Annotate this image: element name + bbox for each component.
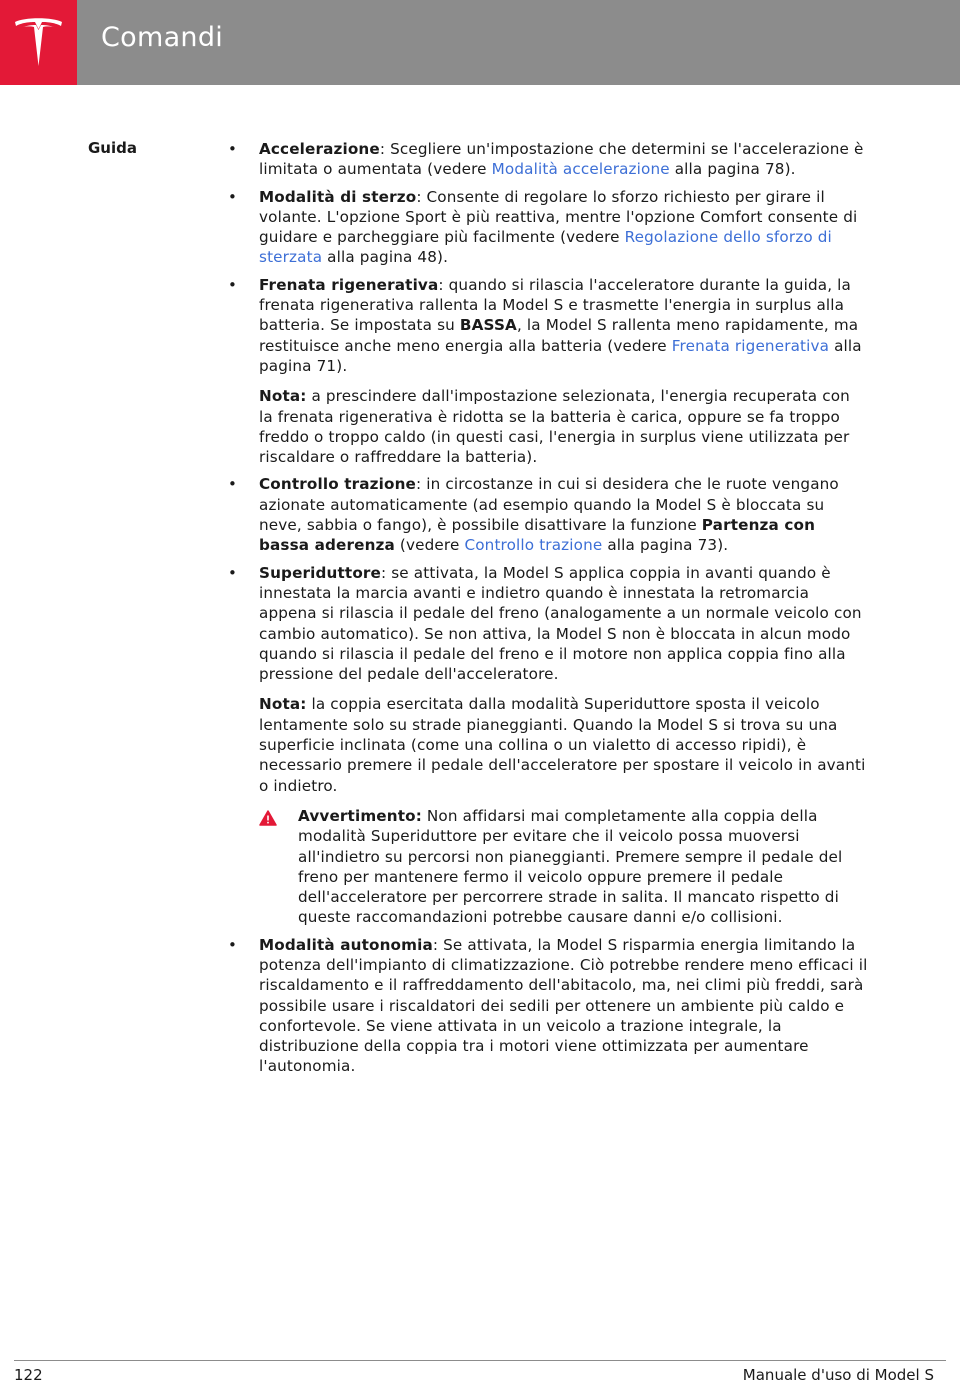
item-term: Controllo trazione [259,475,416,494]
bullet: • [228,140,237,158]
link-regolazione-sforzo-sterzata[interactable]: Regolazione dello sforzo di sterzata [259,228,832,267]
page-number: 122 [14,1366,43,1384]
page-header [0,0,960,85]
link-frenata-rigenerativa[interactable]: Frenata rigenerativa [671,336,830,355]
list-item-controllo-trazione [228,474,868,555]
item-text: Frenata rigenerativa: quando si rilascia l'acceleratore durante la guida, la frenata rigenerativa rallenta la Model S e trasmette l'energia in surplus alla batteria. Se impostata su BASSA, la Model S rallenta meno rapidamente, ma restituisce anche meno energia alla batteria (vedere Frenata rigenerativa alla pagina 71). [259,275,862,375]
section-label: Guida [88,139,137,157]
note: Nota: la coppia esercitata dalla modalità Superiduttore sposta il veicolo lentamente solo su strade pianeggianti. Quando la Model S si trova su una superficie inclinata (come una collina o un vialetto di accesso ripidi), è necessario premere il pedale dell'acceleratore per spostare il veicolo in avanti o indietro. [259,695,866,795]
logo-box [0,0,77,85]
tesla-logo-icon [14,16,63,68]
bullet: • [228,187,237,206]
page-title: Comandi [101,22,224,53]
link-controllo-trazione[interactable]: Controllo trazione [464,536,603,555]
footer-divider [14,1360,946,1361]
warning-triangle-icon [259,810,277,826]
warning-label: Avvertimento: [298,806,422,825]
manual-title: Manuale d'uso di Model S [742,1366,934,1384]
list-item-accelerazione [228,139,868,180]
item-term: Superiduttore [259,563,381,582]
link-modalita-accelerazione[interactable]: Modalità accelerazione [491,160,670,179]
list-item-modalita-autonomia [228,935,868,1077]
list-item-superiduttore [228,563,868,928]
item-text: Controllo trazione: in circostanze in cui si desidera che le ruote vengano azionate automaticamente (ad esempio quando la Model S è bloccata su neve, sabbia o fango), è possibile disattivare la funzione Partenza con bassa aderenza (vedere Controllo trazione alla pagina 73). [259,475,839,555]
item-text: Modalità di sterzo: Consente di regolare lo sforzo richiesto per girare il volante. L'opzione Sport è più reattiva, mentre l'opzione Comfort consente di guidare e parcheggiare più facilmente (vedere Regolazione dello sforzo di sterzata alla pagina 48). [259,187,858,267]
bullet: • [228,475,237,494]
bullet: • [228,935,237,954]
note-label: Nota: [259,695,307,714]
bullet: • [228,563,237,582]
item-text: Superiduttore: se attivata, la Model S applica coppia in avanti quando è innestata la marcia avanti e indietro quando è innestata la retromarcia appena si rilascia il pedale del freno (analogamente a un normale veicolo con cambio automatico). Se non attiva, la Model S non è bloccata in alcun modo quando si rilascia il pedale del freno e il motore non applica coppia fino alla pressione del pedale dell'acceleratore. [259,563,862,684]
settings-list [228,139,868,1084]
item-term: Modalità di sterzo [259,187,417,206]
item-text: Modalità autonomia: Se attivata, la Model S risparmia energia limitando la potenza dell'impianto di climatizzazione. Ciò potrebbe rendere meno efficaci il riscaldamento e il raffreddamento dell'abitacolo, ma, nei climi più freddi, sarà possibile usare i riscaldatori dei sedili per ottenere un ambiente più caldo e confortevole. Se viene attivata in un veicolo a trazione integrale, la distribuzione della coppia tra i motori viene ottimizzata per aumentare l'autonomia. [259,935,868,1076]
list-item-frenata-rigenerativa [228,275,868,468]
item-term: Modalità autonomia [259,935,433,954]
item-text: Accelerazione: Scegliere un'impostazione che determini se l'accelerazione è limitata o aumentata (vedere Modalità accelerazione alla pagina 78). [259,140,864,179]
item-term: Frenata rigenerativa [259,275,439,294]
warning-box [259,806,868,928]
warning-text: Avvertimento: Non affidarsi mai completamente alla coppia della modalità Superiduttore per evitare che il veicolo possa muoversi all'indietro su percorsi non pianeggianti. Premere sempre il pedale del freno per mantenere fermo il veicolo oppure premere il pedale dell'acceleratore per percorrere strade in salita. Il mancato rispetto di queste raccomandazioni potrebbe causare danni e/o collisioni. [298,806,843,927]
bullet: • [228,275,237,294]
note-label: Nota: [259,387,307,406]
note: Nota: a prescindere dall'impostazione selezionata, l'energia recuperata con la frenata rigenerativa è ridotta se la batteria è carica, oppure se fa troppo freddo o troppo caldo (in questi casi, l'energia in surplus viene utilizzata per riscaldare o raffreddare la batteria). [259,387,850,467]
item-term: Accelerazione [259,140,380,158]
list-item-modalita-sterzo [228,187,868,268]
